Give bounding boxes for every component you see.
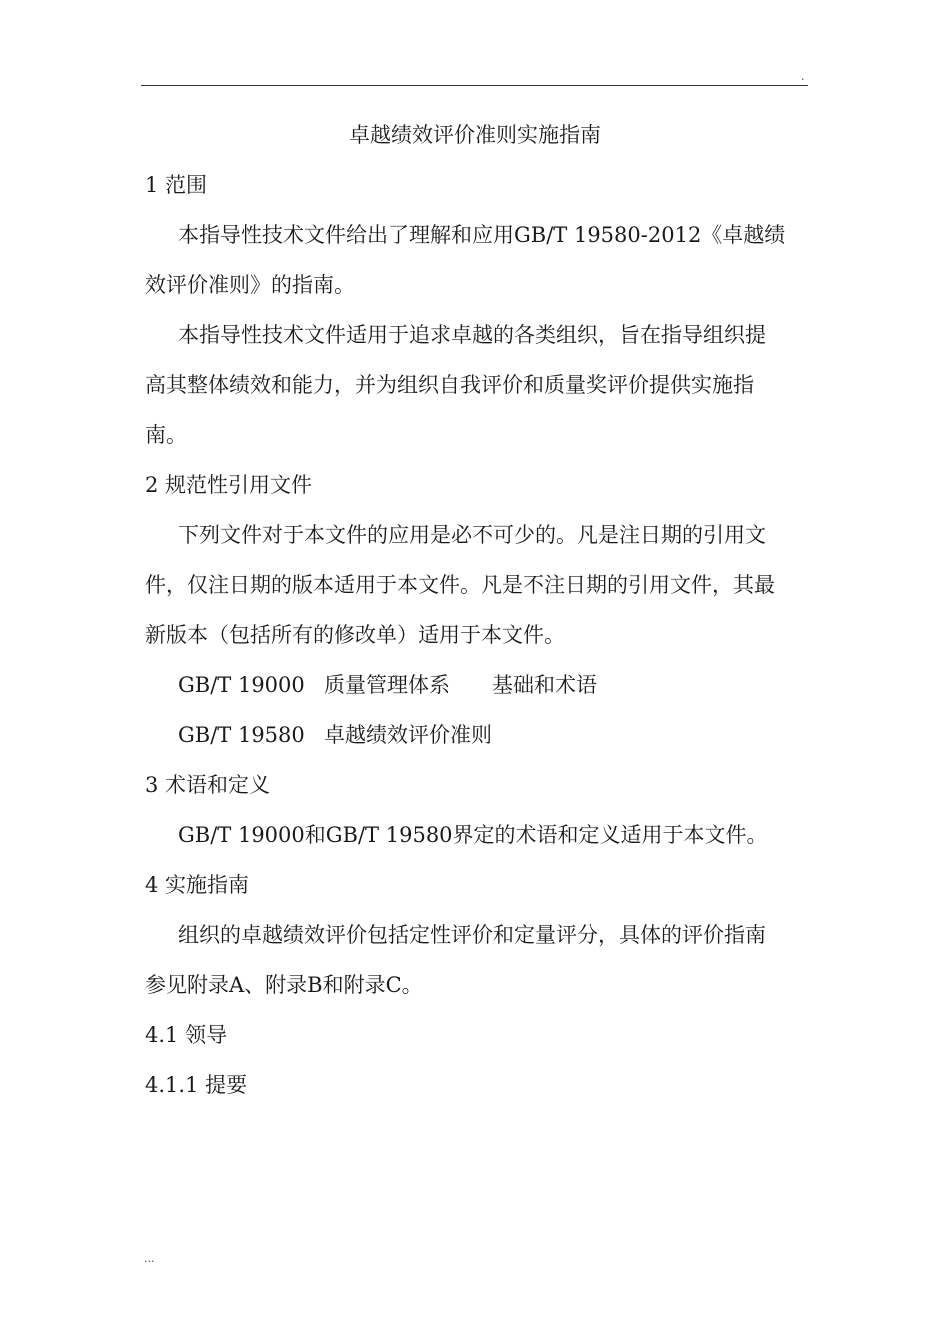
document-title: 卓越绩效评价准则实施指南 bbox=[349, 123, 601, 147]
section-4-1-1-heading: 4.1.1 提要 bbox=[145, 1073, 248, 1097]
section-1-paragraph-1-line-1: 本指导性技术文件给出了理解和应用GB/T 19580-2012《卓越绩 bbox=[178, 223, 786, 247]
section-2-heading: 2 规范性引用文件 bbox=[145, 473, 313, 497]
reference-code: GB/T 19000 bbox=[178, 673, 305, 697]
section-1-paragraph-2-line-2: 高其整体绩效和能力，并为组织自我评价和质量奖评价提供实施指 bbox=[145, 373, 754, 397]
reference-title: 质量管理体系 bbox=[324, 673, 450, 697]
section-4-1-heading: 4.1 领导 bbox=[145, 1023, 228, 1047]
reference-title: 卓越绩效评价准则 bbox=[324, 723, 492, 747]
reference-code: GB/T 19580 bbox=[178, 723, 305, 747]
section-2-paragraph-line-1: 下列文件对于本文件的应用是必不可少的。凡是注日期的引用文 bbox=[178, 523, 766, 547]
section-1-paragraph-2-line-1: 本指导性技术文件适用于追求卓越的各类组织，旨在指导组织提 bbox=[178, 323, 766, 347]
section-2-paragraph-line-3: 新版本（包括所有的修改单）适用于本文件。 bbox=[145, 623, 565, 647]
footer-mark: ... bbox=[144, 1252, 155, 1265]
section-4-heading: 4 实施指南 bbox=[145, 873, 250, 897]
header-mark: . bbox=[801, 70, 805, 83]
section-4-paragraph-line-1: 组织的卓越绩效评价包括定性评价和定量评分，具体的评价指南 bbox=[178, 923, 766, 947]
section-1-paragraph-2-line-3: 南。 bbox=[145, 423, 187, 447]
section-3-heading: 3 术语和定义 bbox=[145, 773, 271, 797]
section-2-paragraph-line-2: 件，仅注日期的版本适用于本文件。凡是不注日期的引用文件，其最 bbox=[145, 573, 775, 597]
section-3-paragraph: GB/T 19000和GB/T 19580界定的术语和定义适用于本文件。 bbox=[178, 823, 768, 847]
section-1-heading: 1 范围 bbox=[145, 173, 208, 197]
header-rule bbox=[141, 85, 808, 86]
reference-subtitle: 基础和术语 bbox=[492, 673, 597, 697]
reference-row bbox=[0, 671, 950, 699]
section-1-paragraph-1-line-2: 效评价准则》的指南。 bbox=[145, 273, 355, 297]
section-4-paragraph-line-2: 参见附录A、附录B和附录C。 bbox=[145, 973, 423, 997]
reference-row bbox=[0, 721, 950, 749]
